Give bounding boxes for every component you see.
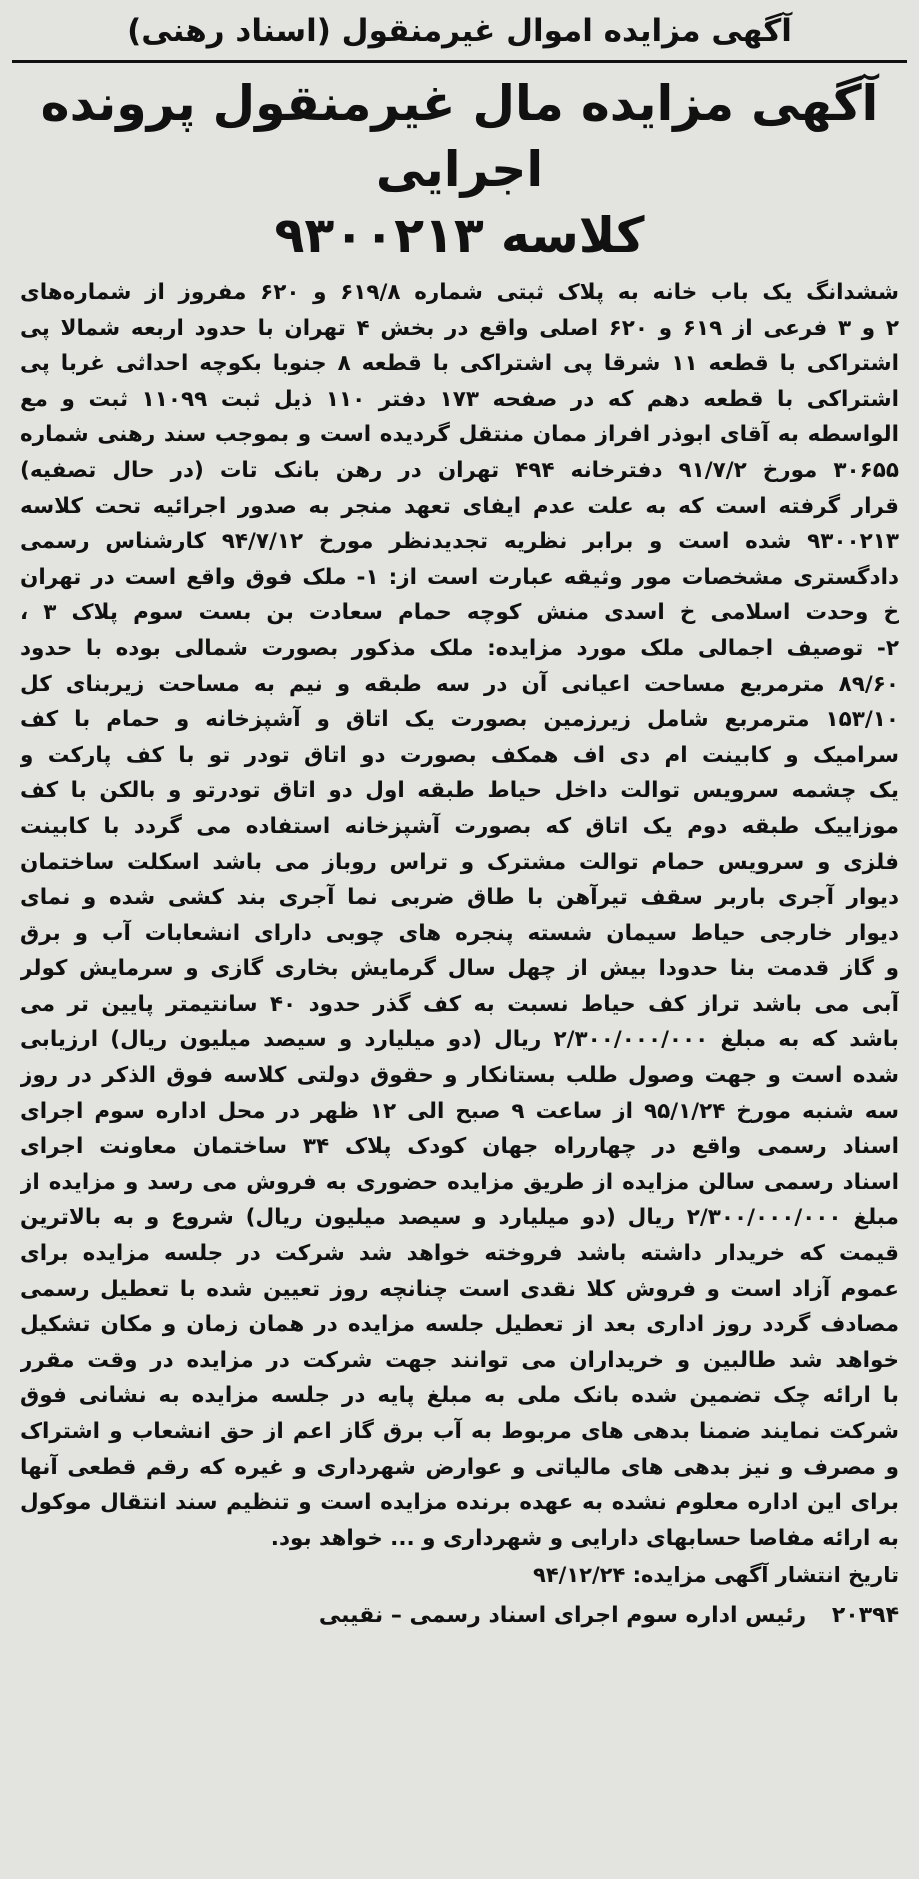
- body-line: و گاز قدمت بنا حدودا بیش از چهل سال گرمایش بخاری گازی و سرمایش کولر: [20, 956, 899, 982]
- body-line: ۹۳۰۰۲۱۳ شده است و برابر نظریه تجدیدنظر مورخ ۹۴/۷/۱۲ کارشناس رسمی: [20, 529, 899, 555]
- signature-number: ۲۰۳۹۴: [831, 1603, 899, 1629]
- body-line: ۳۰۶۵۵ مورخ ۹۱/۷/۲ دفترخانه ۴۹۴ تهران در رهن بانک تات (در حال تصفیه): [20, 457, 899, 483]
- notice-body: [20, 275, 899, 1556]
- body-line: ۲- توصیف اجمالی ملک مورد مزایده: ملک مذکور بصورت شمالی بوده با حدود: [20, 635, 899, 661]
- body-line: باشد که به مبلغ ۲/۳۰۰/۰۰۰/۰۰۰ ریال (دو میلیارد و سیصد میلیون ریال) ارزیابی: [20, 1027, 899, 1053]
- title-divider: [12, 60, 907, 63]
- body-line: خواهد شد طالبین و خریداران می توانند جهت شرکت در مزایده در وقت مقرر: [20, 1347, 899, 1373]
- body-line: ۱۵۳/۱۰ مترمربع شامل زیرزمین بصورت یک اتاق و آشپزخانه و حمام با کف: [20, 707, 899, 733]
- body-line: و مصرف و نیز بدهی های مالیاتی و عوارض شهرداری و غیره که رقم قطعی آنها: [20, 1454, 899, 1480]
- body-line: اشتراکی با قطعه دهم که در صفحه ۱۷۳ دفتر ۱۱۰ ذیل ثبت ۱۱۰۹۹ ثبت و مع: [20, 386, 899, 412]
- body-line: اسناد رسمی واقع در چهارراه جهان کودک پلاک ۳۴ ساختمان معاونت اجرای: [20, 1134, 899, 1160]
- body-line: آبی می باشد تراز کف حیاط نسبت به کف گذر حدود ۴۰ سانتیمتر پایین تر می: [20, 991, 899, 1017]
- body-line: موزاییک طبقه دوم یک اتاق که بصورت آشپزخانه استفاده می گردد با کابینت: [20, 813, 899, 839]
- body-line: مصادف گردد روز اداری بعد از تعطیل جلسه مزایده در همان زمان و مکان تشکیل: [20, 1312, 899, 1338]
- notice-title-line-1: آگهی مزایده مال غیرمنقول پرونده اجرایی: [40, 75, 879, 198]
- body-line: سرامیک و کابینت ام دی اف همکف بصورت دو اتاق تودر تو با کف پارکت و: [20, 742, 899, 768]
- body-line: ۸۹/۶۰ مترمربع مساحت اعیانی آن در سه طبقه و نیم به مساحت زیربنای کل: [20, 671, 899, 697]
- body-line: شرکت نمایند ضمنا بدهی های مربوط به آب برق گاز اعم از حق انشعاب و اشتراک: [20, 1419, 899, 1444]
- notice-title: [16, 71, 903, 269]
- publish-date: تاریخ انتشار آگهی مزایده: ۹۴/۱۲/۲۴: [533, 1563, 899, 1588]
- body-line: الواسطه به آقای ابوذر افراز ممان منتقل گردیده است و بموجب سند رهنی شماره: [20, 422, 899, 448]
- body-line: یک چشمه سرویس توالت داخل حیاط طبقه اول دو اتاق تودرتو و بالکن با کف: [20, 778, 899, 804]
- body-line: عموم آزاد است و فروش کلا نقدی است چنانچه روز تعیین شده با تعطیل رسمی: [20, 1276, 899, 1302]
- body-line: دادگستری مشخصات مور وثیقه عبارت است از: ۱- ملک فوق واقع است در تهران: [20, 564, 899, 590]
- body-line: مبلغ ۲/۳۰۰/۰۰۰/۰۰۰ ریال (دو میلیارد و سیصد میلیون ریال) شروع و به بالاترین: [20, 1205, 899, 1231]
- body-line: سه شنبه مورخ ۹۵/۱/۲۴ از ساعت ۹ صبح الی ۱۲ ظهر در محل اداره سوم اجرای: [20, 1098, 899, 1124]
- body-line: خ وحدت اسلامی خ اسدی منش کوچه حمام سعادت بن بست سوم پلاک ۳ ،: [20, 600, 899, 626]
- body-line: با ارائه چک تضمین شده بانک ملی به مبلغ پایه در جلسه مزایده به نشانی فوق: [20, 1383, 899, 1409]
- body-line: به ارائه مفاصا حسابهای دارایی و شهرداری و ... خواهد بود.: [270, 1525, 899, 1551]
- body-line: ۲ و ۳ فرعی از ۶۱۹ و ۶۲۰ اصلی واقع در بخش ۴ تهران با حدود اربعه شمالا پی: [20, 315, 899, 341]
- signature: [20, 1596, 899, 1636]
- body-line: دیوار آجری باربر سقف تیرآهن با طاق ضربی نما آجری بند کشی شده و نمای: [20, 885, 899, 911]
- body-line: فلزی و سرویس حمام توالت مشترک و تراس روباز می باشد اسکلت ساختمان: [20, 849, 899, 875]
- body-line: دیوار خارجی حیاط سیمان شسته پنجره های چوبی دارای انشعابات آب و برق: [20, 920, 899, 946]
- notice-supertitle: آگهی مزایده اموال غیرمنقول (اسناد رهنی): [127, 13, 792, 49]
- body-line: اسناد رسمی سالن مزایده از طریق مزایده حضوری به فروش می رسد و مزایده از: [20, 1169, 899, 1195]
- body-line: قیمت که خریدار داشته باشد فروخته خواهد شد شرکت در جلسه مزایده برای: [20, 1241, 899, 1267]
- notice-title-line-2: کلاسه ۹۳۰۰۲۱۳: [274, 207, 645, 264]
- body-line: اشتراکی با قطعه ۱۱ شرقا پی اشتراکی با قطعه ۸ جنوبا بکوچه احداثی غربا پی: [20, 351, 899, 377]
- signature-title: رئیس اداره سوم اجرای اسناد رسمی – نقیبی: [318, 1603, 807, 1629]
- body-line: ششدانگ یک باب خانه به پلاک ثبتی شماره ۶۱۹/۸ و ۶۲۰ مفروز از شماره‌های: [20, 280, 899, 305]
- body-line: قرار گرفته است که به علت عدم ایفای تعهد منجر به صدور اجرائیه تحت کلاسه: [20, 493, 899, 519]
- body-line: شده است و جهت وصول طلب بستانکار و حقوق دولتی کلاسه فوق الذکر در روز: [20, 1063, 899, 1089]
- body-line: برای این اداره معلوم نشده به عهده برنده مزایده است و تنظیم سند انتقال موکول: [20, 1490, 899, 1516]
